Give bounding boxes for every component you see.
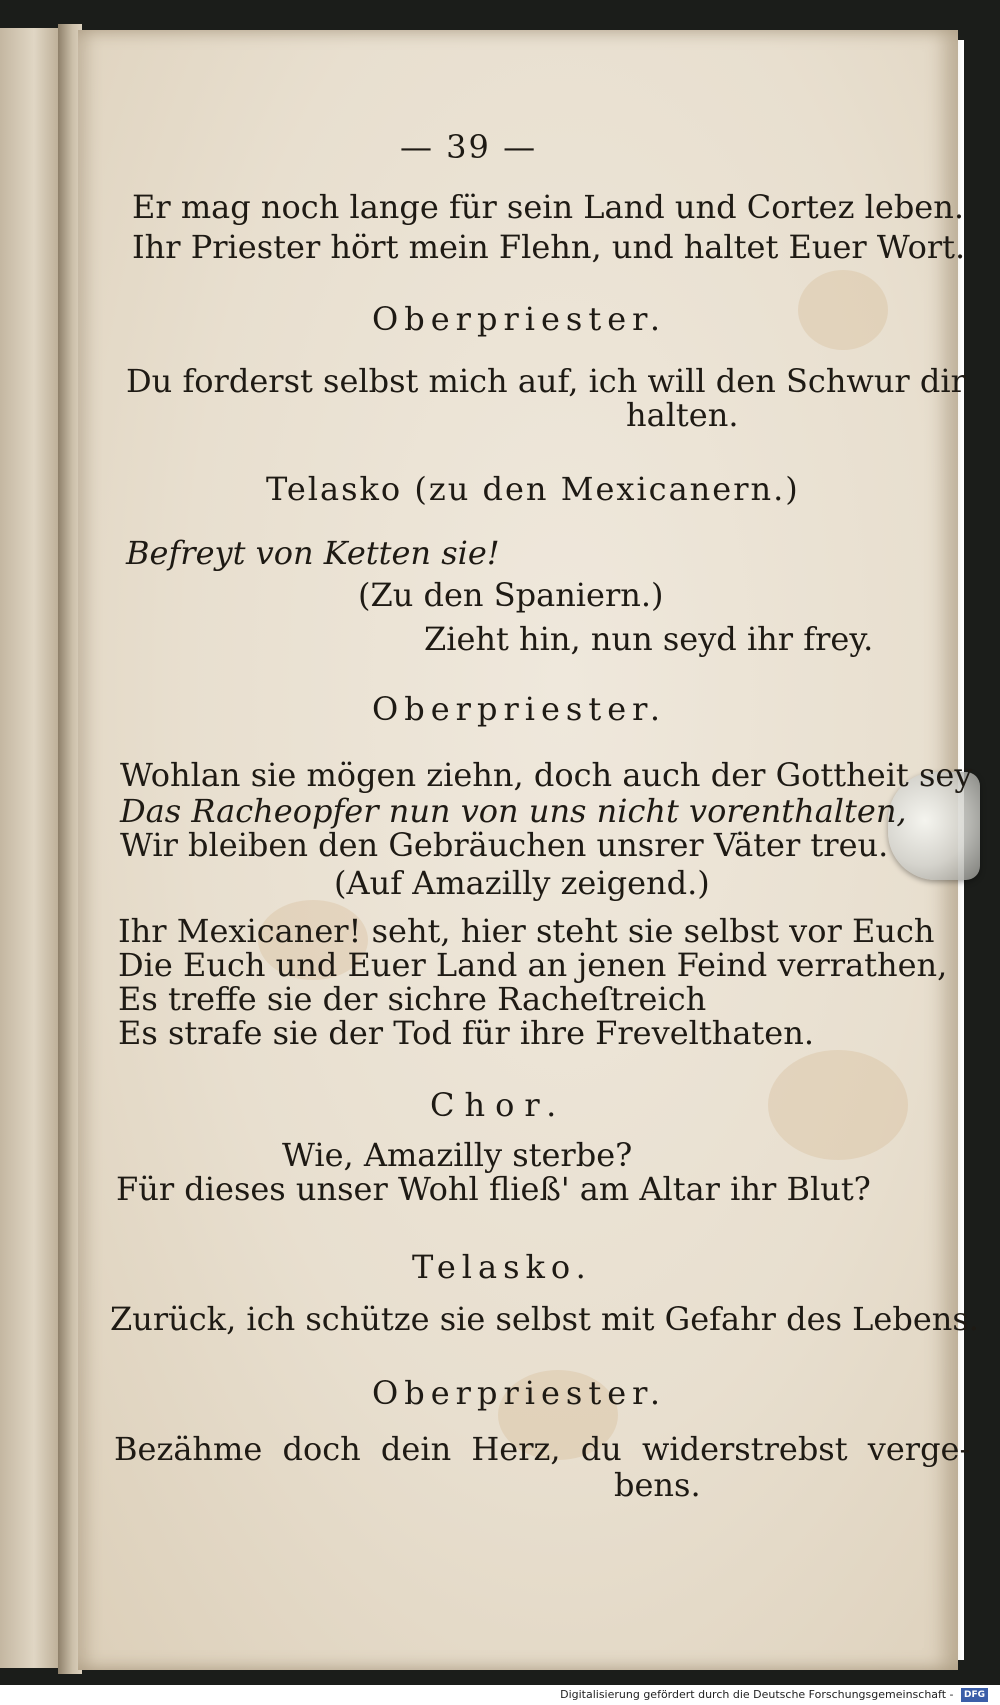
text-line: Es treffe sie der sichre Racheſtreich [118,980,707,1018]
text-line: bens. [614,1466,701,1504]
stage-direction: (Zu den Spaniern.) [358,576,664,614]
text-line: Er mag noch lange für sein Land und Cortez leben. [132,188,965,226]
text-line: Ihr Mexicaner! seht, hier steht sie selbst vor Euch [118,912,935,950]
speaker-heading: Oberpriester. [372,300,667,338]
paper-stain [798,270,888,350]
text-line: Für dieses unser Wohl fließ' am Altar ihr Blut? [116,1170,871,1208]
text-line: Wir bleiben den Gebräuchen unsrer Väter treu. [120,826,889,864]
speaker-heading: Oberpriester. [372,1374,667,1412]
left-page-edge [0,28,62,1668]
text-line: halten. [626,396,739,434]
stage-direction: (Auf Amazilly zeigend.) [334,864,710,902]
stage-direction-heading: Telasko (zu den Mexicanern.) [266,470,800,508]
paper-stain [768,1050,908,1160]
text-line: Zurück, ich schütze sie selbst mit Gefahr des Lebens. [110,1300,979,1338]
text-line: Es strafe sie der Tod für ihre Frevelthaten. [118,1014,814,1052]
text-line: Befreyt von Ketten sie! [126,534,500,572]
page-number: — 39 — [400,128,538,166]
speaker-heading: Chor. [430,1086,567,1124]
text-line: Die Euch und Euer Land an jenen Feind verrathen, [118,946,948,984]
dfg-logo: DFG [961,1688,988,1702]
text-line: Bezähme doch dein Herz, du widerstrebst verge- [114,1430,971,1468]
text-line: Wie, Amazilly sterbe? [282,1136,633,1174]
text-line: Das Racheopfer nun von uns nicht vorenthalten, [120,792,907,830]
speaker-heading: Oberpriester. [372,690,667,728]
digitization-footer [0,1685,1000,1705]
text-line: Wohlan sie mögen ziehn, doch auch der Gottheit sey [120,756,973,794]
text-line: Ihr Priester hört mein Flehn, und haltet Euer Wort. [132,228,966,266]
text-line: Zieht hin, nun seyd ihr frey. [424,620,874,658]
speaker-heading: Telasko. [412,1248,592,1286]
footer-credit: Digitalisierung gefördert durch die Deutsche Forschungsgemeinschaft - [560,1688,954,1701]
text-line: Du forderst selbst mich auf, ich will den Schwur dir [126,362,966,400]
